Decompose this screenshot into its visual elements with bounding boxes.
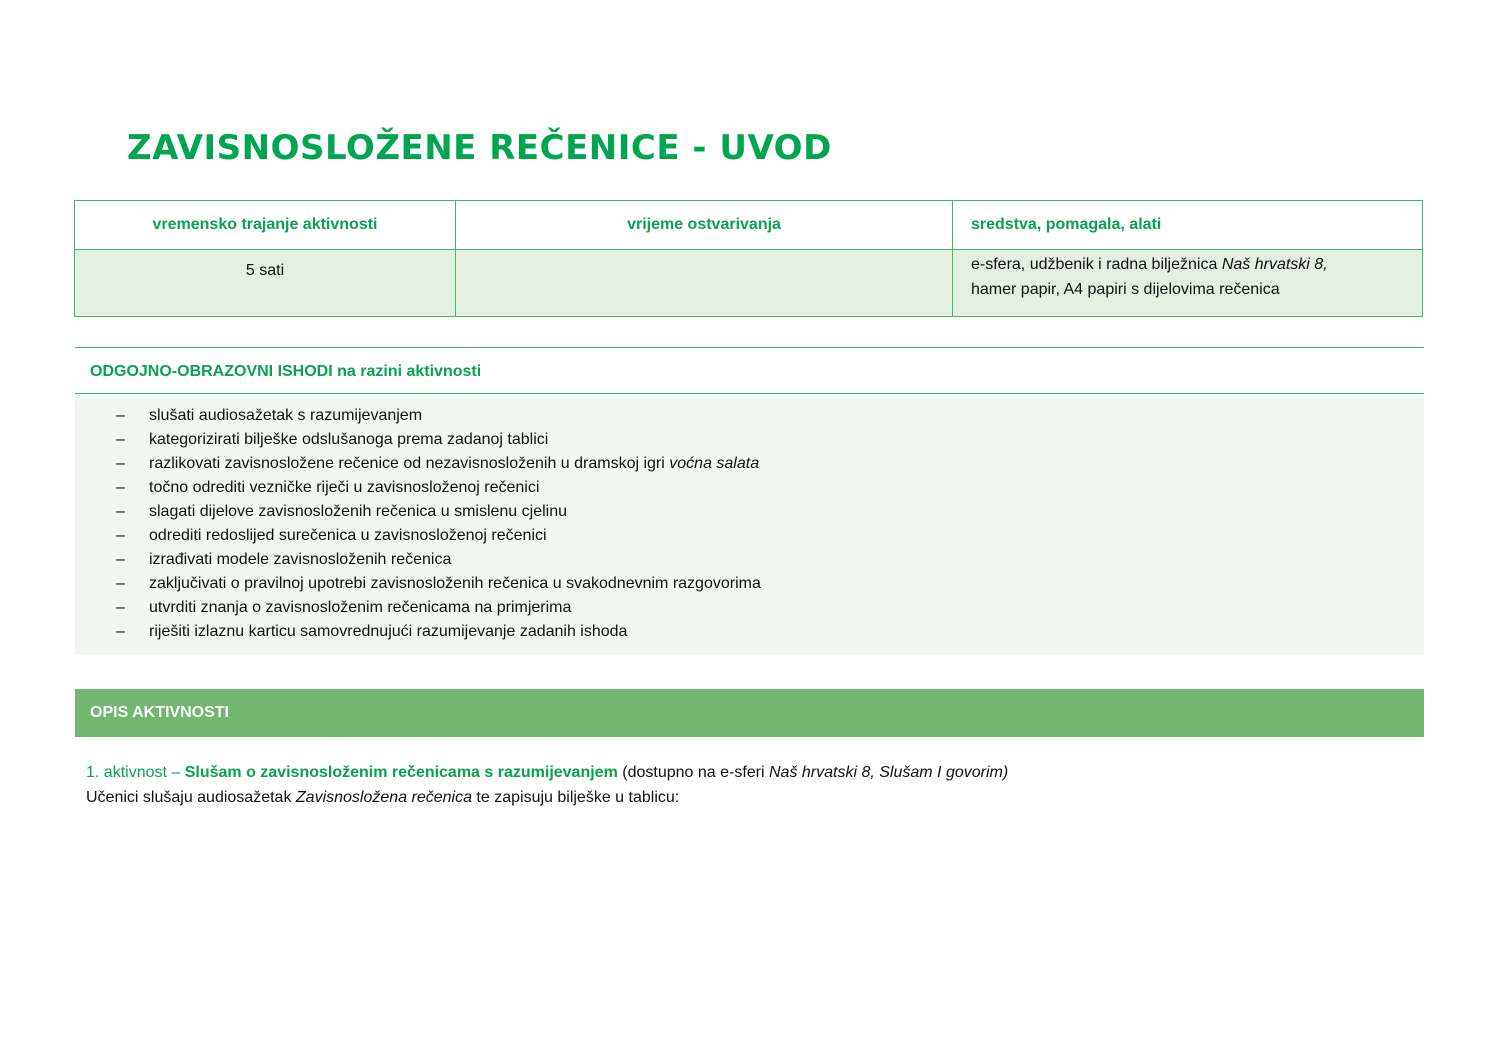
header-time: vrijeme ostvarivanja: [456, 201, 953, 250]
header-tools: sredstva, pomagala, alati: [953, 201, 1423, 250]
dash-bullet: –: [116, 431, 125, 448]
dash-bullet: –: [116, 527, 125, 544]
activity-meta-table: [74, 200, 1423, 317]
list-item: – slagati dijelove zavisnosloženih rečenica u smislenu cjelinu: [75, 500, 1424, 524]
table-header-row: [75, 201, 1423, 250]
dash-bullet: –: [116, 599, 125, 616]
activity-1: [86, 760, 1008, 810]
activity-description-heading: OPIS AKTIVNOSTI: [75, 689, 1424, 737]
dash-bullet: –: [116, 551, 125, 568]
list-item: – riješiti izlaznu karticu samovrednujući razumijevanje zadanih ishoda: [75, 620, 1424, 644]
activity-1-description: Učenici slušaju audiosažetak Zavisnosložena rečenica te zapisuju bilješke u tablicu:: [86, 789, 680, 806]
list-item: – slušati audiosažetak s razumijevanjem: [75, 404, 1424, 428]
dash-bullet: –: [116, 479, 125, 496]
dash-bullet: –: [116, 455, 125, 472]
cell-time: [456, 250, 953, 317]
list-item: – odrediti redoslijed surečenica u zavisnosloženoj rečenici: [75, 524, 1424, 548]
activity-note-source: Naš hrvatski 8, Slušam I govorim): [769, 764, 1009, 781]
activity-note: (dostupno na e-sferi: [617, 764, 769, 781]
tools-book-title: Naš hrvatski 8,: [1221, 256, 1328, 273]
header-duration: vremensko trajanje aktivnosti: [75, 201, 456, 250]
outcomes-section: [75, 347, 1424, 655]
dash-bullet: –: [116, 575, 125, 592]
audio-title: Zavisnosložena rečenica: [295, 789, 472, 806]
outcomes-list: [75, 394, 1424, 655]
list-item: – zaključivati o pravilnoj upotrebi zavisnosloženih rečenica u svakodnevnim razgovorima: [75, 572, 1424, 596]
cell-tools: [953, 250, 1423, 317]
dash-bullet: –: [116, 623, 125, 640]
table-row: [75, 250, 1423, 317]
list-item: – razlikovati zavisnosložene rečenice od nezavisnosloženih u dramskoj igri voćna salata: [75, 452, 1424, 476]
list-item: – izrađivati modele zavisnosloženih rečenica: [75, 548, 1424, 572]
dash-bullet: –: [116, 407, 125, 424]
list-item: – točno odrediti vezničke riječi u zavisnosloženoj rečenici: [75, 476, 1424, 500]
game-name: voćna salata: [669, 455, 760, 472]
activity-1-title-line: [86, 760, 1008, 785]
tools-line1: e-sfera, udžbenik i radna bilježnica: [971, 256, 1222, 273]
cell-duration: 5 sati: [75, 250, 456, 317]
tools-line2: hamer papir, A4 papiri s dijelovima rečenica: [971, 281, 1280, 298]
dash-bullet: –: [116, 503, 125, 520]
outcomes-heading: ODGOJNO-OBRAZOVNI ISHODI na razini aktivnosti: [75, 347, 1424, 394]
page-title: ZAVISNOSLOŽENE REČENICE - UVOD: [127, 128, 832, 168]
activity-title: Slušam o zavisnosloženim rečenicama s razumijevanjem: [184, 764, 618, 781]
activity-number: 1. aktivnost –: [86, 764, 185, 781]
list-item: – kategorizirati bilješke odslušanoga prema zadanoj tablici: [75, 428, 1424, 452]
list-item: – utvrditi znanja o zavisnosloženim rečenicama na primjerima: [75, 596, 1424, 620]
